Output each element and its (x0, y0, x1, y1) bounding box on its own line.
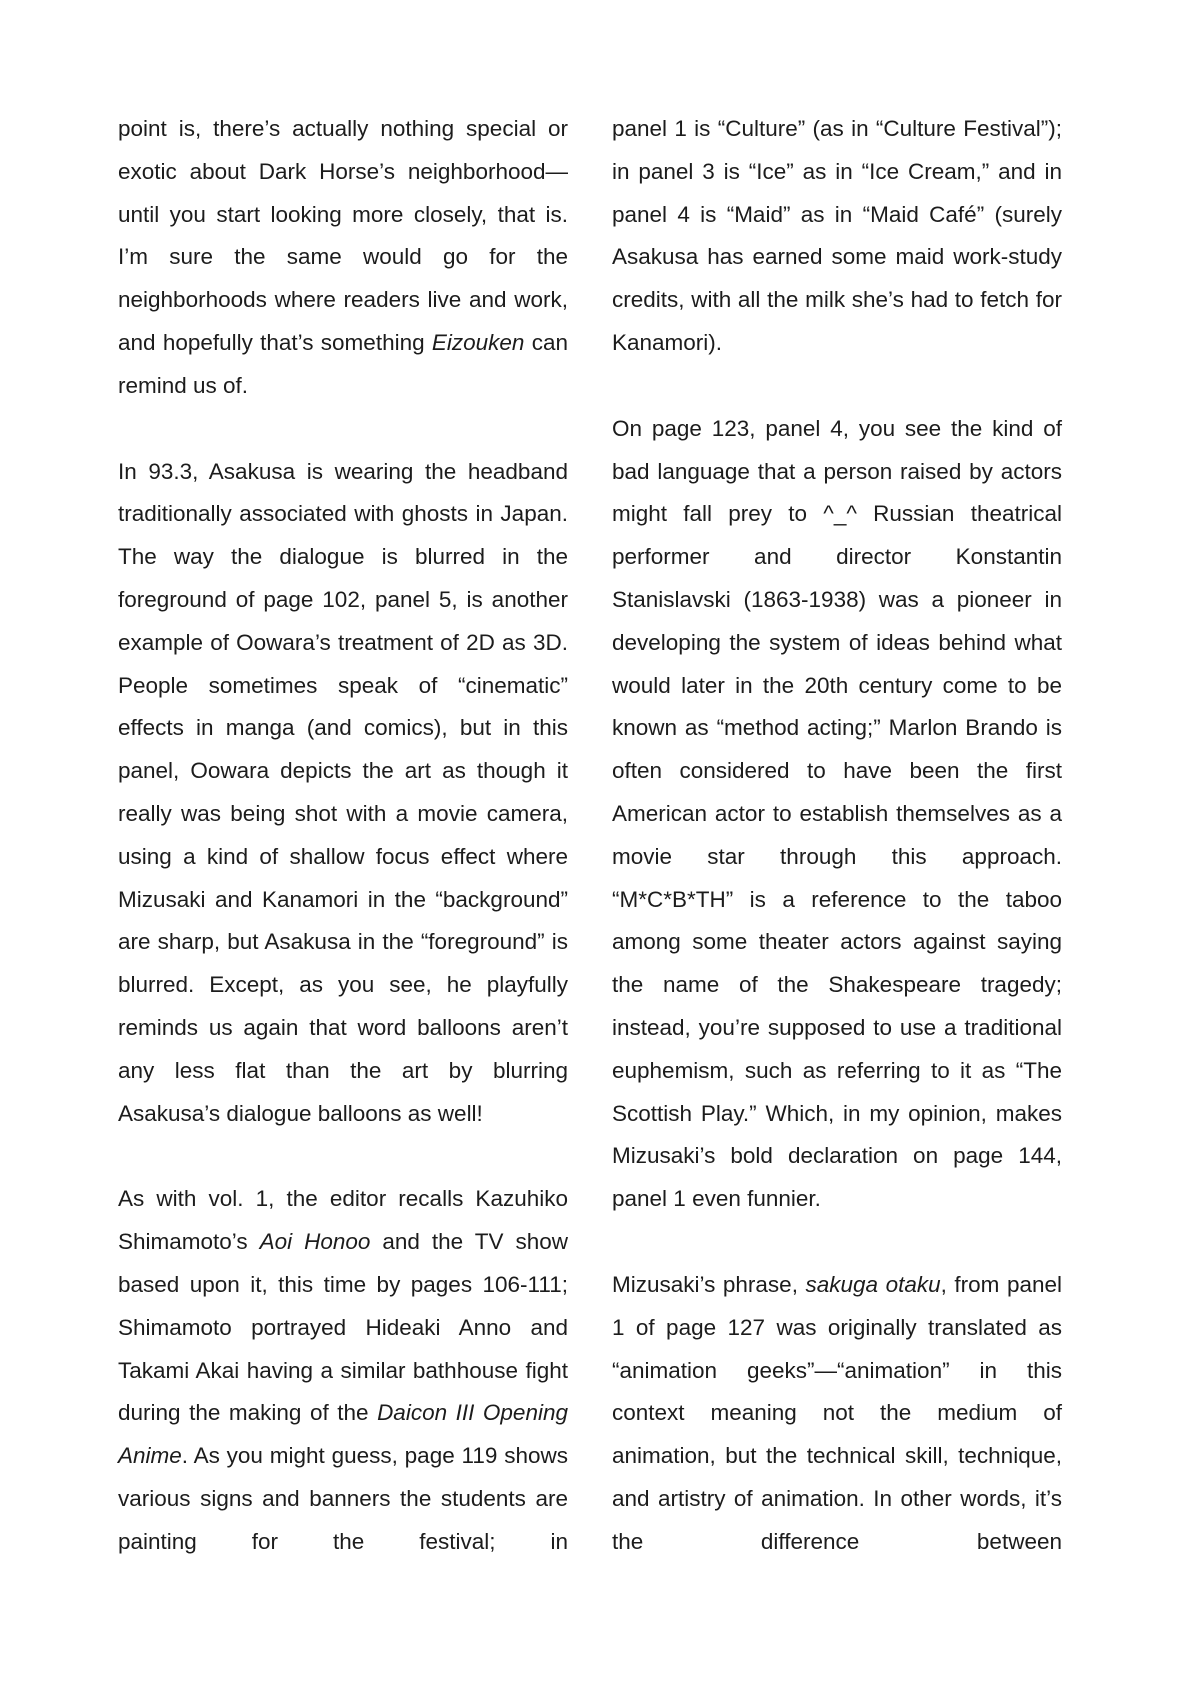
text-run: and the TV show based upon it, this time by pages 106-111; Shimamoto portrayed Hideaki Anno and Takami Akai having a similar bathhouse fight during the making of the (118, 1229, 569, 1426)
italic-title-daicon: Daicon III Opening Anime (118, 1400, 568, 1469)
left-column (118, 108, 568, 1564)
right-column (612, 108, 1062, 1564)
italic-title-eizouken: Eizouken (431, 329, 525, 355)
text-run: , from panel 1 of page 127 was originally translated as “animation geeks”—“animation” in this context meaning not the medium of animation, but the technical skill, technique, and artistry of animation. In other words, it’s the difference between (612, 1271, 1062, 1554)
text-run: can remind us of. (118, 329, 569, 398)
text-run: panel 1 is “Culture” (as in “Culture Festival”); in panel 3 is “Ice” as in “Ice Cream,” and in panel 4 is “Maid” as in “Maid Café” (surely Asakusa has earned some maid work-study credits, with all the milk she’s had to fetch for Kanamori). (612, 116, 1062, 355)
text-run: Mizusaki’s phrase, (612, 1271, 806, 1297)
text-run: point is, there’s actually nothing special or exotic about Dark Horse’s neighborhood—until you start looking more closely, that is. I’m sure the same would go for the neighborhoods where readers live and work, and hopefully that’s something (118, 116, 568, 355)
paragraph-headband-blur (118, 451, 568, 1136)
italic-title-aoi-honoo: Aoi Honoo (259, 1229, 371, 1255)
paragraph-method-acting (612, 408, 1062, 1221)
paragraph-festival-signs (612, 108, 1062, 365)
text-run: . As you might guess, page 119 shows various signs and banners the students are painting for the festival; in (118, 1443, 568, 1554)
text-run: As with vol. 1, the editor recalls Kazuhiko Shimamoto’s (118, 1186, 568, 1255)
text-run: On page 123, panel 4, you see the kind of bad language that a person raised by actors might fall prey to ^_^ Russian theatrical performer and director Konstantin Stanislavski (1863-1938) was a pioneer in developing the system of ideas behind what would later in the 20th century come to be known as “method acting;” Marlon Brando is often considered to have been the first American actor to establish themselves as a movie star through this approach. “M*C*B*TH” is a reference to the taboo among some theater actors against saying the name of the Shakespeare tragedy; instead, you’re supposed to use a traditional euphemism, such as referring to it as “The Scottish Play.” Which, in my opinion, makes Mizusaki’s bold declaration on page 144, panel 1 even funnier. (612, 415, 1062, 1212)
italic-term-sakuga-otaku: sakuga otaku (805, 1271, 941, 1297)
paragraph-sakuga-otaku (612, 1264, 1062, 1564)
text-run: In 93.3, Asakusa is wearing the headband traditionally associated with ghosts in Japan. The way the dialogue is blurred in the foreground of page 102, panel 5, is another example of Oowara’s treatment of 2D as 3D. People sometimes speak of “cinematic” effects in manga (and comics), but in this panel, Oowara depicts the art as though it really was being shot with a movie camera, using a kind of shallow focus effect where Mizusaki and Kanamori in the “background” are sharp, but Asakusa in the “foreground” is blurred. Except, as you see, he playfully reminds us again that word balloons aren’t any less flat than the art by blurring Asakusa’s dialogue balloons as well! (118, 458, 568, 1126)
paragraph-neighborhood (118, 108, 568, 408)
paragraph-aoi-honoo (118, 1178, 568, 1563)
